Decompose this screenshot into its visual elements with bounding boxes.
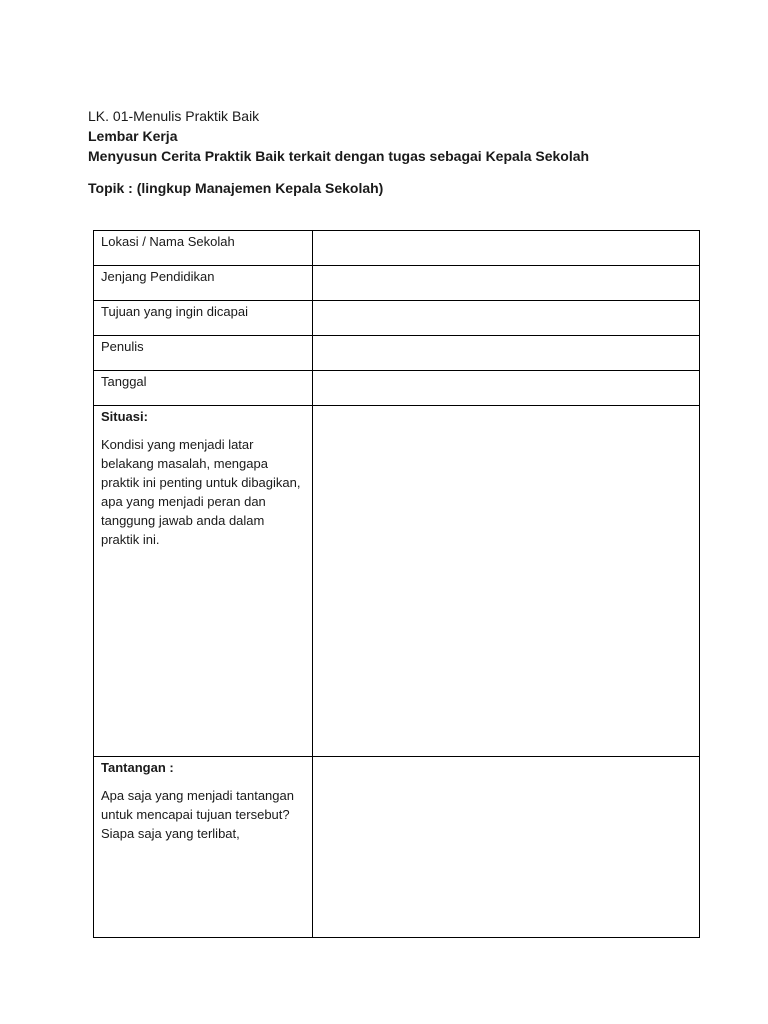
label-jenjang: Jenjang Pendidikan xyxy=(94,266,313,301)
label-tanggal: Tanggal xyxy=(94,371,313,406)
label-penulis: Penulis xyxy=(94,336,313,371)
label-lokasi: Lokasi / Nama Sekolah xyxy=(94,231,313,266)
document-header xyxy=(88,106,589,198)
table-row-tanggal xyxy=(94,371,700,406)
label-tantangan xyxy=(94,757,313,938)
situasi-title: Situasi: xyxy=(101,409,148,424)
table-row-lokasi xyxy=(94,231,700,266)
worksheet-code: LK. 01-Menulis Praktik Baik xyxy=(88,108,260,124)
situasi-description: Kondisi yang menjadi latar belakang masalah, mengapa praktik ini penting untuk dibagikan, apa yang menjadi peran dan tanggung jawab anda dalam praktik ini. xyxy=(101,437,301,547)
label-situasi xyxy=(94,406,313,757)
field-tantangan[interactable] xyxy=(313,757,700,938)
table-row-situasi xyxy=(94,406,700,757)
field-penulis[interactable] xyxy=(313,336,700,371)
worksheet-form-table xyxy=(93,230,700,938)
worksheet-subtitle: Lembar Kerja xyxy=(88,128,178,144)
field-tanggal[interactable] xyxy=(313,371,700,406)
worksheet-topic: Topik : (lingkup Manajemen Kepala Sekolah) xyxy=(88,180,384,196)
tantangan-title: Tantangan : xyxy=(101,760,174,775)
field-lokasi[interactable] xyxy=(313,231,700,266)
label-tujuan: Tujuan yang ingin dicapai xyxy=(94,301,313,336)
worksheet-title: Menyusun Cerita Praktik Baik terkait dengan tugas sebagai Kepala Sekolah xyxy=(88,148,590,164)
table-row-tujuan xyxy=(94,301,700,336)
field-jenjang[interactable] xyxy=(313,266,700,301)
table-row-penulis xyxy=(94,336,700,371)
tantangan-description: Apa saja yang menjadi tantangan untuk mencapai tujuan tersebut? Siapa saja yang terlibat, xyxy=(101,788,294,841)
field-tujuan[interactable] xyxy=(313,301,700,336)
table-row-jenjang xyxy=(94,266,700,301)
table-row-tantangan xyxy=(94,757,700,938)
field-situasi[interactable] xyxy=(313,406,700,757)
